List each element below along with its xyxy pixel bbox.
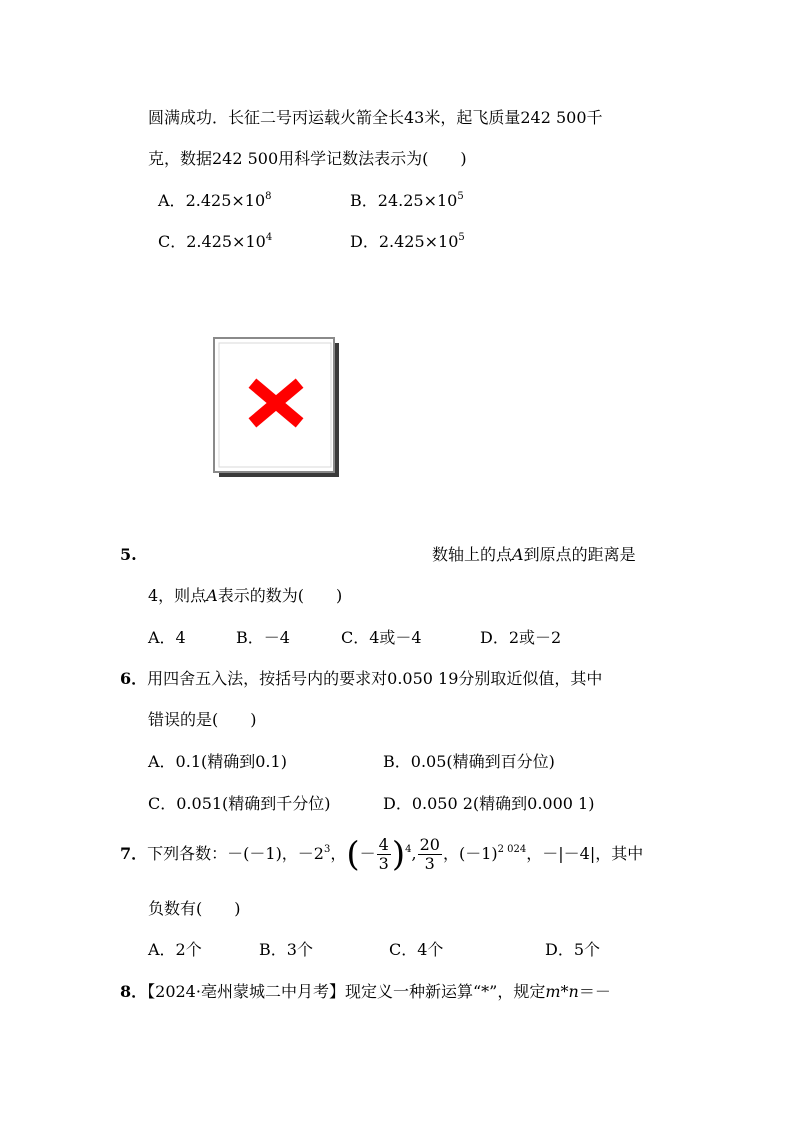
variable-a: A [206, 586, 218, 605]
q7-text: ， [330, 844, 347, 863]
q5-text: 数轴上的点 [432, 545, 513, 564]
numerator: 20 [419, 835, 440, 854]
q5-stem-line1 [432, 544, 636, 566]
denominator: 3 [424, 854, 435, 873]
q7-option-c: C．4个 [389, 940, 444, 959]
q6-text: 用四舍五入法，按括号内的要求对0.050 19分别取近似值，其中 [147, 669, 603, 688]
exponent: 4 [405, 844, 412, 855]
q5-text: 到原点的距离是 [523, 545, 636, 564]
right-paren: ) [391, 834, 406, 875]
q4-stem-line1: 圆满成功．长征二号丙运载火箭全长43米，起飞质量242 500千 [148, 108, 603, 127]
q5-text: 4，则点 [148, 586, 207, 605]
variable-a: A [512, 545, 524, 564]
fraction-four-thirds [377, 836, 391, 873]
q5-text: 表示的数为( ) [217, 586, 343, 605]
numerator: 4 [378, 835, 389, 854]
q5-option-c: C．4或－4 [341, 628, 422, 647]
variable-m: m [545, 982, 561, 1001]
q6-option-c: C．0.051(精确到千分位) [148, 794, 331, 813]
left-paren: ( [346, 834, 360, 875]
option-value: 2.425×10 [378, 232, 459, 251]
q5-option-a: A．4 [148, 628, 186, 647]
q7-stem-line2: 负数有( ) [148, 899, 241, 918]
option-value: 24.25×10 [377, 191, 458, 210]
option-label: D． [350, 232, 379, 251]
q4-option-b [350, 190, 464, 212]
q7-option-a: A．2个 [148, 940, 202, 959]
q6-option-b: B．0.05(精确到百分位) [383, 752, 555, 771]
q5-option-b: B．－4 [236, 628, 290, 647]
minus-sign: － [359, 844, 376, 863]
exponent: 4 [265, 232, 273, 243]
exponent: 3 [324, 844, 331, 855]
option-label: A． [158, 191, 186, 210]
q7-number: 7． [120, 844, 148, 863]
exponent: 5 [457, 191, 464, 202]
option-label: B． [350, 191, 378, 210]
q7-text: 下列各数：－(－1)，－2 [147, 844, 324, 863]
q8-stem-line1 [120, 981, 611, 1003]
q6-option-d: D．0.050 2(精确到0.000 1) [383, 794, 595, 813]
operator: * [560, 982, 569, 1001]
q5-stem-line2 [148, 585, 342, 607]
option-value: 2.425×10 [186, 232, 266, 251]
separator: , [411, 844, 417, 863]
q7-text: ，(－1) [442, 844, 498, 863]
exponent: 2 024 [497, 844, 527, 855]
q8-text: ＝－ [578, 982, 611, 1001]
q8-source: 【2024·亳州蒙城二中月考】 [147, 982, 345, 1001]
exponent: 8 [265, 191, 272, 202]
q8-text: 现定义一种新运算“*”，规定 [344, 982, 546, 1001]
option-label: C． [158, 232, 187, 251]
q7-option-b: B．3个 [259, 940, 313, 959]
q4-stem-line2: 克，数据242 500用科学记数法表示为( ) [148, 149, 467, 168]
q6-number: 6． [120, 669, 148, 688]
q4-option-c [158, 231, 272, 253]
q7-text: ，－|－4|，其中 [526, 844, 644, 863]
q5-number: 5. [120, 545, 137, 564]
exponent: 5 [458, 232, 465, 243]
variable-n: n [568, 982, 579, 1001]
q4-option-d [350, 231, 465, 253]
option-value: 2.425×10 [185, 191, 266, 210]
denominator: 3 [378, 854, 389, 873]
q8-number: 8． [120, 982, 148, 1001]
q6-option-a: A．0.1(精确到0.1) [148, 752, 287, 771]
q6-stem-line1 [120, 668, 602, 690]
broken-image-icon [213, 337, 341, 479]
broken-image-graphic [213, 337, 341, 479]
q7-option-d: D．5个 [545, 940, 601, 959]
q4-option-a [158, 190, 272, 212]
q5-option-d: D．2或－2 [480, 628, 562, 647]
fraction-twenty-thirds [418, 836, 442, 873]
q7-stem-line1 [120, 830, 643, 879]
q6-stem-line2: 错误的是( ) [148, 710, 257, 729]
